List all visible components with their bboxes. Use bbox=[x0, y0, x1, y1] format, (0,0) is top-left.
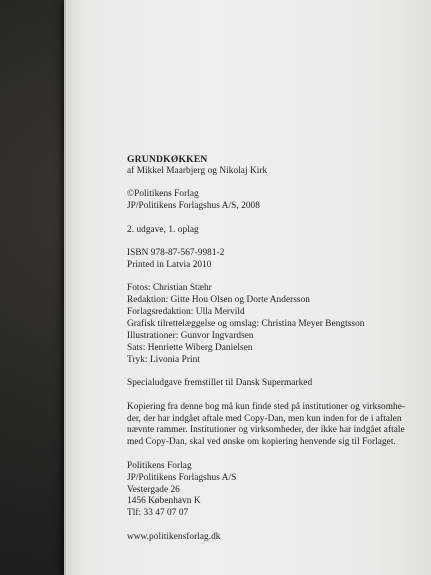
website: www.politikensforlag.dk bbox=[127, 531, 221, 542]
copying-notice-line: med Copy-Dan, skal ved ønske om kopiering henvende sig til Forlaget. bbox=[127, 437, 396, 448]
copyright-line: ©Politikens Forlag bbox=[127, 189, 199, 200]
colophon bbox=[127, 154, 427, 544]
credit-line: Fotos: Christian Stæhr bbox=[127, 283, 212, 294]
copying-notice-line: Kopiering fra denne bog må kun finde sted på institutioner og virksomhe- bbox=[127, 401, 406, 412]
address-line: Politikens Forlag bbox=[127, 460, 192, 471]
printed-in: Printed in Latvia 2010 bbox=[127, 259, 212, 270]
credit-line: Tryk: Livonia Print bbox=[127, 354, 200, 365]
address-line: Vestergade 26 bbox=[127, 484, 180, 495]
credit-line: Forlagsredaktion: Ulla Mervild bbox=[127, 307, 245, 318]
edition: 2. udgave, 1. oplag bbox=[127, 224, 199, 235]
credit-line: Illustrationer: Gunvor Ingvardsen bbox=[127, 330, 254, 341]
special-edition: Specialudgave fremstillet til Dansk Supermarked bbox=[127, 378, 313, 389]
credit-line: Redaktion: Gitte Hou Olsen og Dorte Andersson bbox=[127, 295, 310, 306]
credit-line: Grafisk tilrettelæggelse og omslag: Christina Meyer Bengtsson bbox=[127, 319, 365, 330]
address-line: 1456 København K bbox=[127, 496, 201, 507]
copying-notice-line: der, der har indgået aftale med Copy-Dan, men kun inden for de i aftalen bbox=[127, 413, 402, 424]
book-authors: af Mikkel Maarbjerg og Nikolaj Kirk bbox=[127, 165, 268, 176]
isbn: ISBN 978-87-567-9981-2 bbox=[127, 248, 225, 259]
address-line: JP/Politikens Forlagshus A/S bbox=[127, 472, 237, 483]
page-edge bbox=[64, 0, 66, 575]
address-line: Tlf: 33 47 07 07 bbox=[127, 508, 189, 519]
copying-notice-line: nævnte rammer. Institutioner og virksomheder, der ikke har indgået aftale bbox=[127, 425, 405, 436]
credit-line: Sats: Henriette Wiberg Danielsen bbox=[127, 342, 253, 353]
book-title: GRUNDKØKKEN bbox=[127, 154, 208, 165]
copyright-line: JP/Politikens Forlagshus A/S, 2008 bbox=[127, 201, 260, 212]
